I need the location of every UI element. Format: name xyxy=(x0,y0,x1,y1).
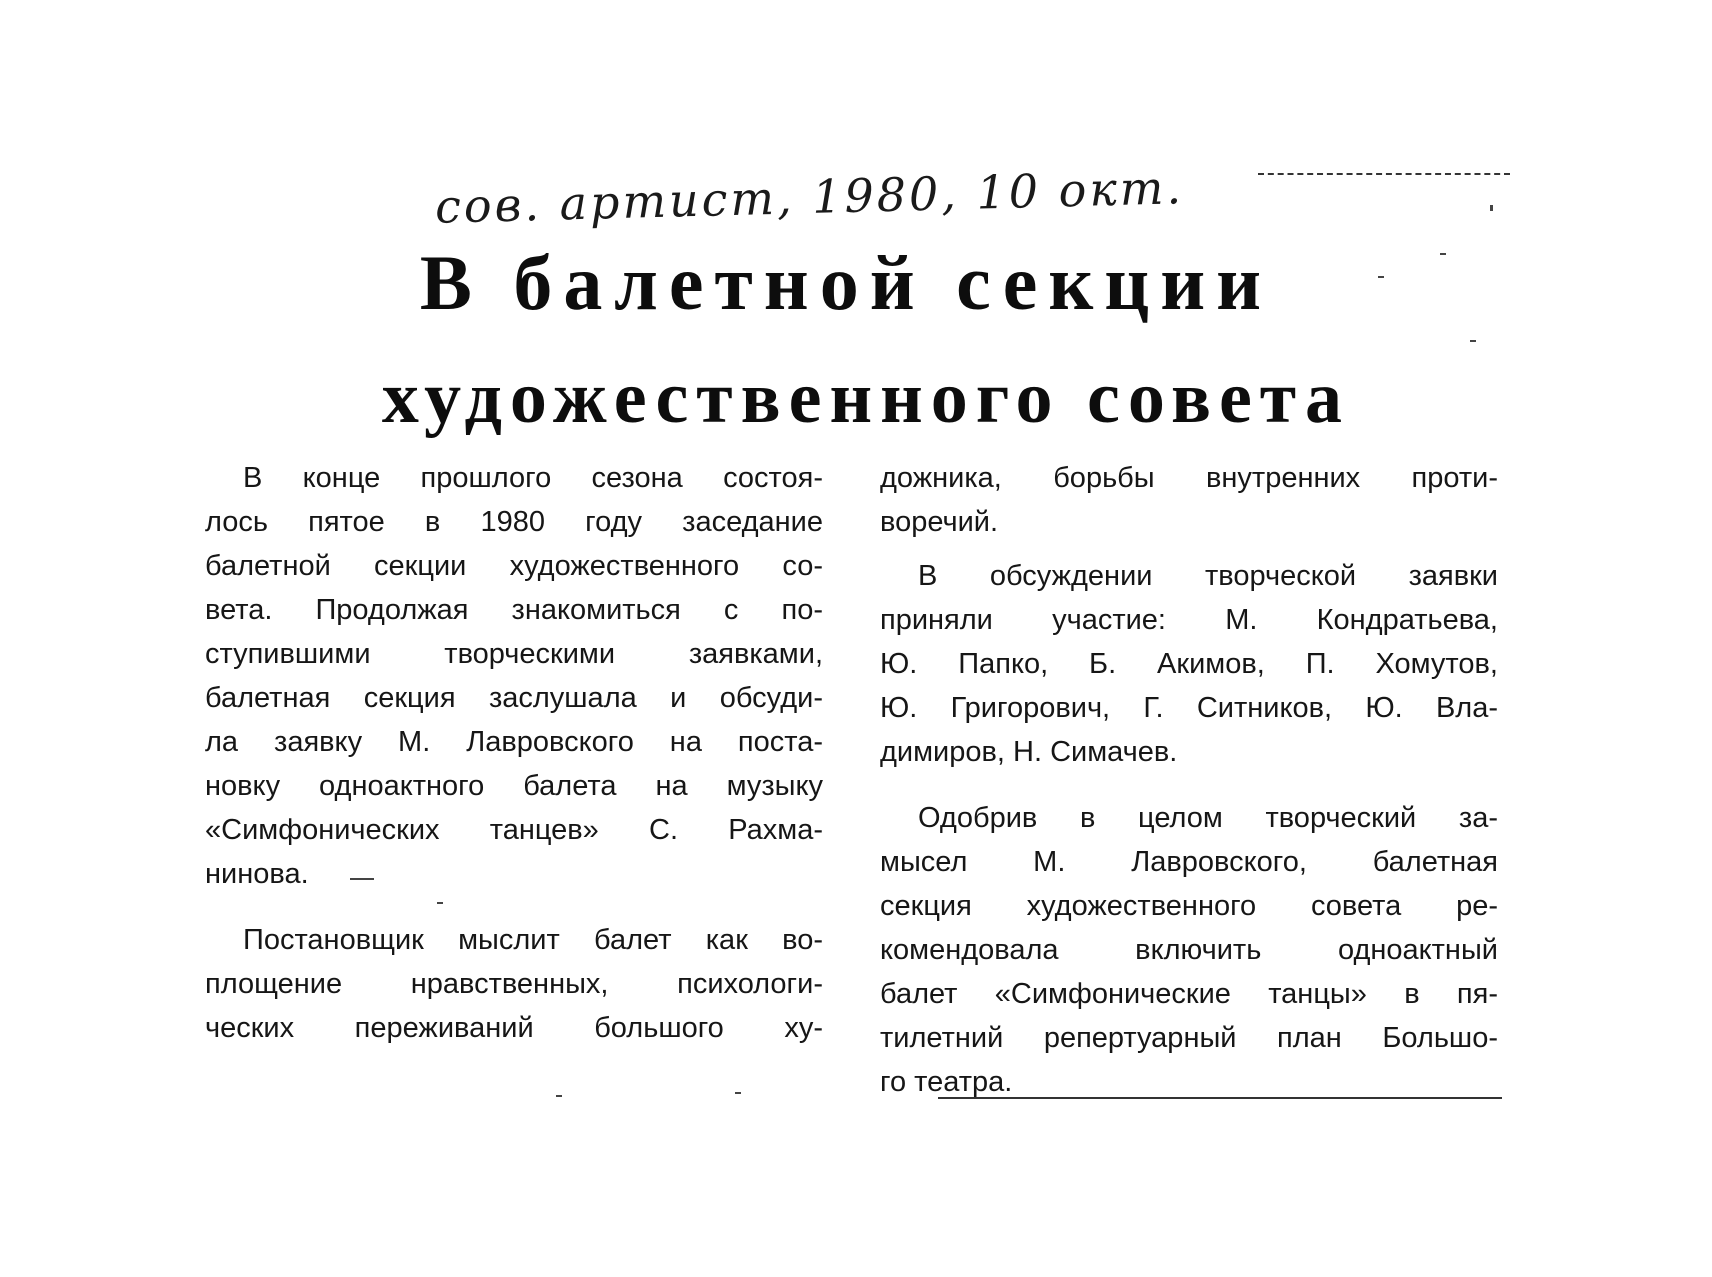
text-line: Постановщик мыслит балет как во- xyxy=(243,924,823,956)
text-line: ческих переживаний большого ху- xyxy=(205,1012,823,1044)
scan-speck xyxy=(437,902,443,904)
paragraph xyxy=(880,456,1498,544)
headline-line-2: художественного совета xyxy=(381,357,1351,439)
paragraph xyxy=(205,918,823,1050)
text-line: комендовала включить одноактный xyxy=(880,934,1498,966)
text-line: новку одноактного балета на музыку xyxy=(205,770,823,802)
headline-line-1: В балетной секции xyxy=(419,239,1273,326)
text-line: балетной секции художественного со- xyxy=(205,550,823,582)
article-column-left xyxy=(205,456,823,1060)
text-line: секция художественного совета ре- xyxy=(880,890,1498,922)
text-line: тилетний репертуарный план Большо- xyxy=(880,1022,1498,1054)
scan-speck xyxy=(350,878,374,880)
scan-speck xyxy=(735,1092,741,1094)
text-line: нинова. xyxy=(205,858,309,890)
paragraph xyxy=(880,796,1498,1104)
text-line: ла заявку М. Лавровского на поста- xyxy=(205,726,823,758)
text-line: мысел М. Лавровского, балетная xyxy=(880,846,1498,878)
text-line: Ю. Папко, Б. Акимов, П. Хомутов, xyxy=(880,648,1498,680)
text-line: дожника, борьбы внутренних проти- xyxy=(880,462,1498,494)
text-line: приняли участие: М. Кондратьева, xyxy=(880,604,1498,636)
scan-speck xyxy=(556,1095,562,1097)
text-line: балет «Симфонические танцы» в пя- xyxy=(880,978,1498,1010)
text-line: «Симфонических танцев» С. Рахма- xyxy=(205,814,823,846)
text-line: площение нравственных, психологи- xyxy=(205,968,823,1000)
text-line: Ю. Григорович, Г. Ситников, Ю. Вла- xyxy=(880,692,1498,724)
article-column-right xyxy=(880,456,1498,1114)
bottom-cut-line xyxy=(938,1097,1502,1099)
scan-speck xyxy=(1378,276,1384,278)
text-line: вета. Продолжая знакомиться с по- xyxy=(205,594,823,626)
scan-speck xyxy=(1440,253,1446,255)
top-cut-line xyxy=(1258,173,1510,175)
text-line: Одобрив в целом творческий за- xyxy=(918,802,1498,834)
paragraph xyxy=(205,456,823,896)
handwritten-source-note: сов. артист, 1980, 10 окт. xyxy=(434,160,1185,234)
text-line: лось пятое в 1980 году заседание xyxy=(205,506,823,538)
paragraph xyxy=(880,554,1498,774)
text-line: ступившими творческими заявками, xyxy=(205,638,823,670)
text-line: воречий. xyxy=(880,506,999,538)
text-line: В обсуждении творческой заявки xyxy=(918,560,1498,592)
text-line: го театра. xyxy=(880,1066,1013,1098)
text-line: балетная секция заслушала и обсуди- xyxy=(205,682,823,714)
scan-speck xyxy=(1470,340,1476,342)
text-line: В конце прошлого сезона состоя- xyxy=(243,462,823,494)
text-line: димиров, Н. Симачев. xyxy=(880,736,1178,768)
scan-speck xyxy=(1490,205,1493,211)
